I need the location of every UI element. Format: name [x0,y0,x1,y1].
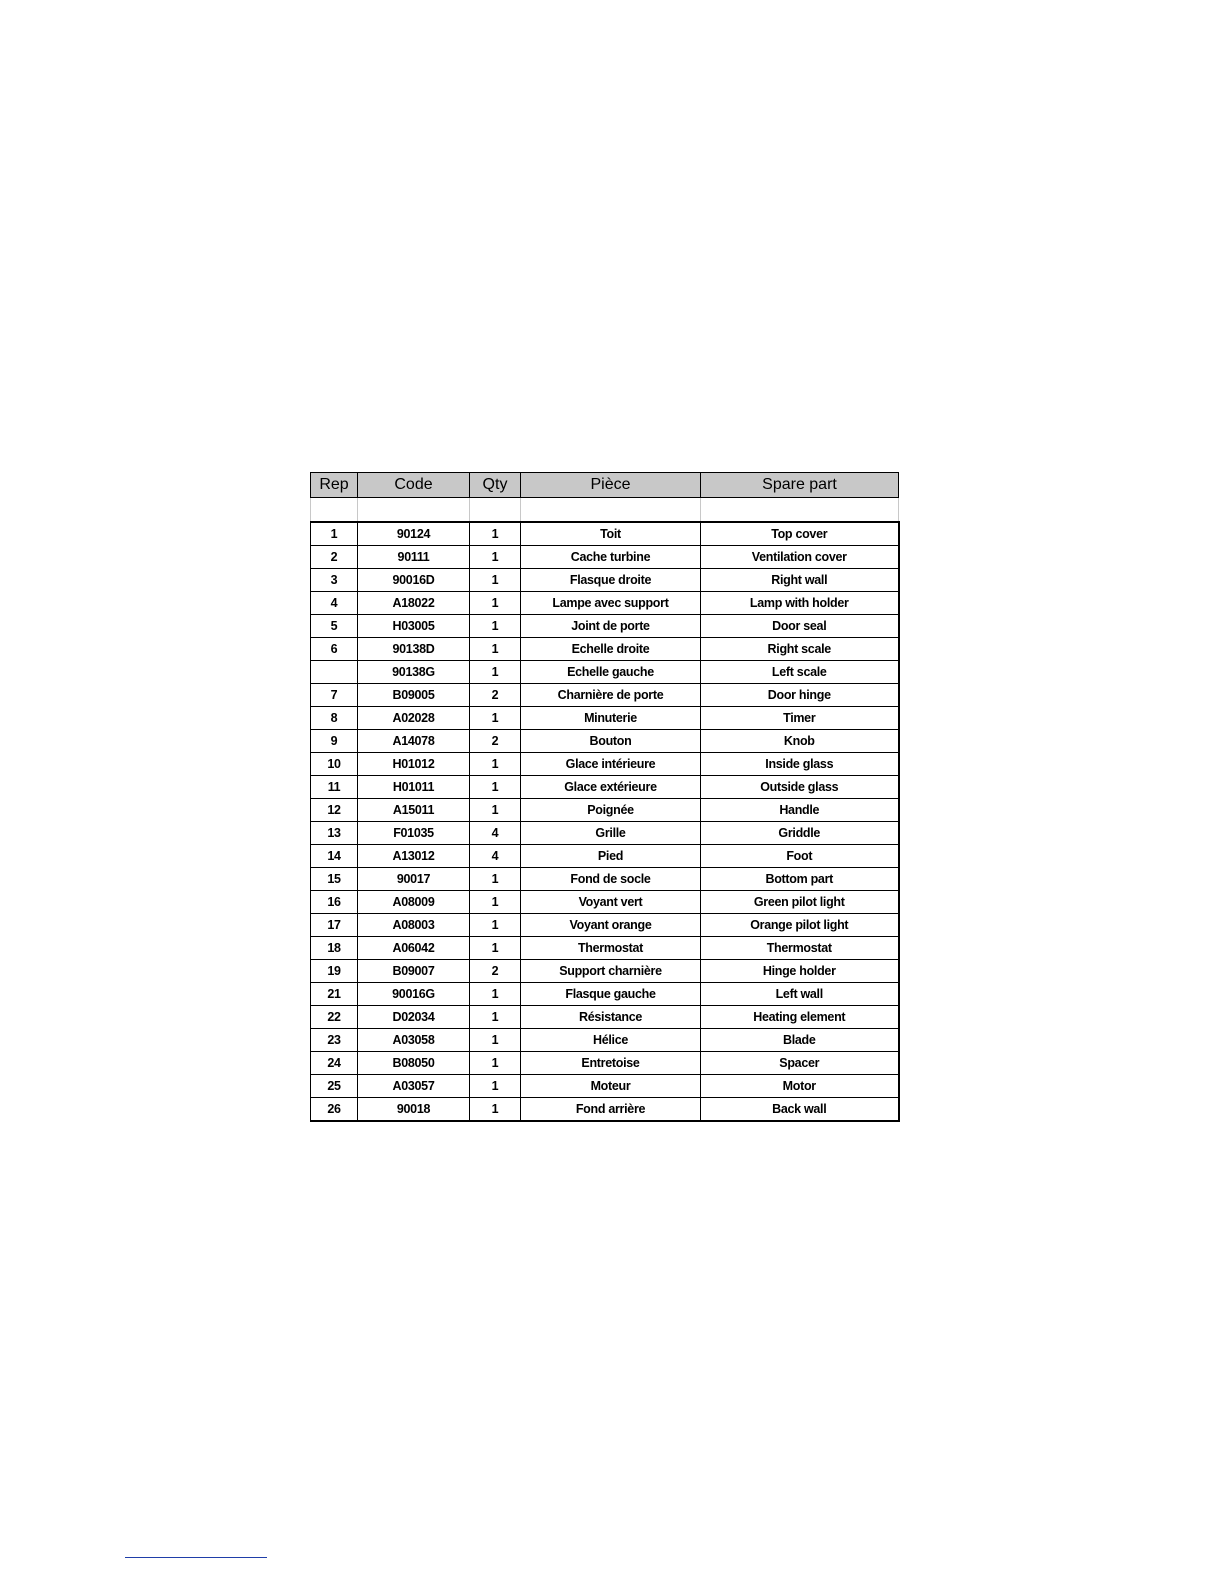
piece-cell: Pied [521,845,701,868]
rep-cell: 25 [311,1075,358,1098]
qty-cell: 2 [470,960,521,983]
spare-part-cell: Griddle [701,822,899,845]
qty-cell: 4 [470,845,521,868]
table-row [311,592,899,615]
code-cell: 90111 [358,546,470,569]
rep-cell: 5 [311,615,358,638]
rep-cell: 4 [311,592,358,615]
code-cell: B08050 [358,1052,470,1075]
code-cell: H01012 [358,753,470,776]
qty-cell: 1 [470,868,521,891]
table-row [311,1052,899,1075]
qty-cell: 2 [470,730,521,753]
parts-rows [311,522,899,1121]
code-cell: F01035 [358,822,470,845]
table-row [311,522,899,546]
table-row [311,799,899,822]
spare-part-cell: Ventilation cover [701,546,899,569]
table-row [311,868,899,891]
spare-part-cell: Blade [701,1029,899,1052]
spacer-cell [701,498,899,523]
table-row [311,937,899,960]
table-row [311,707,899,730]
rep-cell: 23 [311,1029,358,1052]
table-row [311,546,899,569]
qty-cell: 1 [470,569,521,592]
spare-part-cell: Inside glass [701,753,899,776]
spare-part-cell: Lamp with holder [701,592,899,615]
piece-cell: Glace extérieure [521,776,701,799]
code-cell: A18022 [358,592,470,615]
table-row [311,960,899,983]
header-rep: Rep [311,473,358,498]
table-row [311,845,899,868]
code-cell: A14078 [358,730,470,753]
rep-cell: 17 [311,914,358,937]
spare-parts-table [310,472,900,1122]
qty-cell: 1 [470,1029,521,1052]
piece-cell: Toit [521,522,701,546]
table-row [311,638,899,661]
code-cell: 90138D [358,638,470,661]
table-row [311,1006,899,1029]
rep-cell: 19 [311,960,358,983]
spare-part-cell: Back wall [701,1098,899,1122]
rep-cell: 2 [311,546,358,569]
table-row [311,983,899,1006]
table-row [311,776,899,799]
rep-cell: 24 [311,1052,358,1075]
code-cell: 90124 [358,522,470,546]
piece-cell: Entretoise [521,1052,701,1075]
spare-part-cell: Left scale [701,661,899,684]
header-spare-part: Spare part [701,473,899,498]
qty-cell: 1 [470,983,521,1006]
piece-cell: Cache turbine [521,546,701,569]
code-cell: D02034 [358,1006,470,1029]
code-cell: 90016D [358,569,470,592]
piece-cell: Voyant orange [521,914,701,937]
code-cell: B09005 [358,684,470,707]
code-cell: A13012 [358,845,470,868]
piece-cell: Joint de porte [521,615,701,638]
spare-part-cell: Foot [701,845,899,868]
rep-cell: 12 [311,799,358,822]
piece-cell: Grille [521,822,701,845]
rep-cell: 11 [311,776,358,799]
table-row [311,914,899,937]
code-cell: 90018 [358,1098,470,1122]
qty-cell: 1 [470,937,521,960]
piece-cell: Flasque gauche [521,983,701,1006]
table-row [311,661,899,684]
header-spacer-row [311,498,899,523]
spare-part-cell: Door seal [701,615,899,638]
piece-cell: Support charnière [521,960,701,983]
spare-part-cell: Top cover [701,522,899,546]
spare-part-cell: Door hinge [701,684,899,707]
qty-cell: 1 [470,1006,521,1029]
code-cell: B09007 [358,960,470,983]
piece-cell: Charnière de porte [521,684,701,707]
spare-part-cell: Motor [701,1075,899,1098]
table-row [311,684,899,707]
table-row [311,822,899,845]
code-cell: 90138G [358,661,470,684]
code-cell: H01011 [358,776,470,799]
code-cell: A02028 [358,707,470,730]
spare-part-cell: Hinge holder [701,960,899,983]
piece-cell: Lampe avec support [521,592,701,615]
spare-part-cell: Orange pilot light [701,914,899,937]
qty-cell: 1 [470,1075,521,1098]
qty-cell: 1 [470,546,521,569]
rep-cell: 26 [311,1098,358,1122]
rep-cell: 1 [311,522,358,546]
piece-cell: Moteur [521,1075,701,1098]
spacer-cell [521,498,701,523]
piece-cell: Minuterie [521,707,701,730]
table-header-row [311,473,899,498]
qty-cell: 1 [470,799,521,822]
header-piece: Pièce [521,473,701,498]
spare-part-cell: Heating element [701,1006,899,1029]
piece-cell: Flasque droite [521,569,701,592]
spare-part-cell: Timer [701,707,899,730]
spare-part-cell: Right scale [701,638,899,661]
header-qty: Qty [470,473,521,498]
rep-cell: 21 [311,983,358,1006]
table-row [311,1075,899,1098]
piece-cell: Bouton [521,730,701,753]
qty-cell: 1 [470,615,521,638]
rep-cell: 10 [311,753,358,776]
rep-cell: 14 [311,845,358,868]
table-row [311,569,899,592]
spare-part-cell: Green pilot light [701,891,899,914]
piece-cell: Thermostat [521,937,701,960]
piece-cell: Fond de socle [521,868,701,891]
table-row [311,1098,899,1122]
code-cell: 90017 [358,868,470,891]
qty-cell: 1 [470,753,521,776]
piece-cell: Hélice [521,1029,701,1052]
code-cell: A03058 [358,1029,470,1052]
piece-cell: Fond arrière [521,1098,701,1122]
table-row [311,1029,899,1052]
qty-cell: 4 [470,822,521,845]
code-cell: H03005 [358,615,470,638]
qty-cell: 1 [470,891,521,914]
table-row [311,730,899,753]
spare-part-cell: Thermostat [701,937,899,960]
spare-part-cell: Right wall [701,569,899,592]
spare-part-cell: Outside glass [701,776,899,799]
spacer-cell [358,498,470,523]
rep-cell: 22 [311,1006,358,1029]
table-row [311,753,899,776]
code-cell: A06042 [358,937,470,960]
spare-part-cell: Left wall [701,983,899,1006]
header-code: Code [358,473,470,498]
qty-cell: 1 [470,638,521,661]
piece-cell: Voyant vert [521,891,701,914]
footnote-separator-line [125,1557,267,1558]
qty-cell: 1 [470,1098,521,1122]
piece-cell: Résistance [521,1006,701,1029]
piece-cell: Glace intérieure [521,753,701,776]
qty-cell: 1 [470,522,521,546]
qty-cell: 1 [470,707,521,730]
piece-cell: Echelle droite [521,638,701,661]
qty-cell: 2 [470,684,521,707]
spare-part-cell: Spacer [701,1052,899,1075]
code-cell: A08009 [358,891,470,914]
qty-cell: 1 [470,592,521,615]
piece-cell: Poignée [521,799,701,822]
code-cell: A08003 [358,914,470,937]
code-cell: A03057 [358,1075,470,1098]
code-cell: A15011 [358,799,470,822]
spacer-cell [311,498,358,523]
qty-cell: 1 [470,661,521,684]
rep-cell: 16 [311,891,358,914]
piece-cell: Echelle gauche [521,661,701,684]
rep-cell: 9 [311,730,358,753]
rep-cell: 8 [311,707,358,730]
table-row [311,891,899,914]
spare-part-cell: Bottom part [701,868,899,891]
qty-cell: 1 [470,776,521,799]
rep-cell: 6 [311,638,358,661]
rep-cell: 3 [311,569,358,592]
rep-cell [311,661,358,684]
rep-cell: 18 [311,937,358,960]
spare-part-cell: Handle [701,799,899,822]
qty-cell: 1 [470,914,521,937]
table-row [311,615,899,638]
rep-cell: 7 [311,684,358,707]
rep-cell: 15 [311,868,358,891]
rep-cell: 13 [311,822,358,845]
qty-cell: 1 [470,1052,521,1075]
spacer-cell [470,498,521,523]
code-cell: 90016G [358,983,470,1006]
spare-part-cell: Knob [701,730,899,753]
